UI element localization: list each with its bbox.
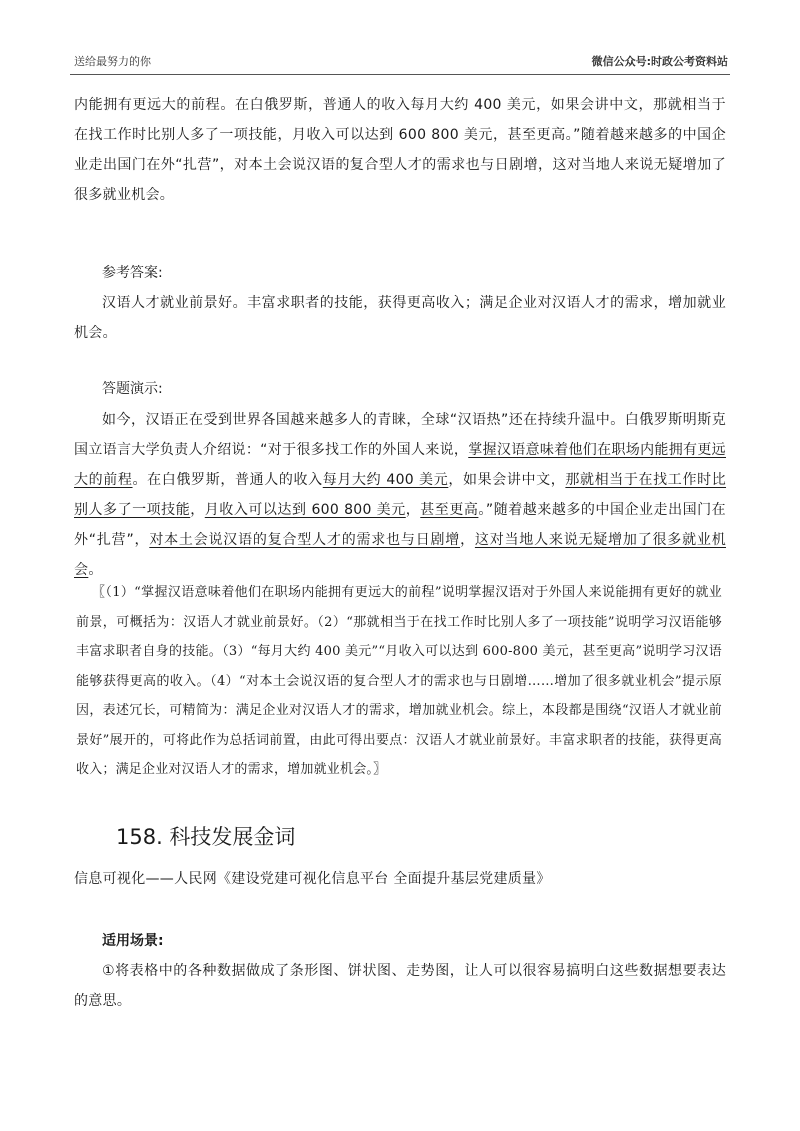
underlined-phrase: 对本土会说汉语的复合型人才的需求也与日剧增 — [149, 532, 461, 548]
demo-text: ， — [460, 532, 475, 548]
answer-text: 汉语人才就业前景好。丰富求职者的技能，获得更高收入；满足企业对汉语人才的需求，增加就业机会。 — [74, 295, 726, 341]
underlined-phrase: 掌握汉语意味着他们在职场内能拥有更远大的前程 — [74, 442, 726, 488]
analysis-paragraph: 〖（1）“掌握汉语意味着他们在职场内能拥有更远大的前程”说明掌握汉语对于外国人来说能拥有更好的就业前景，可概括为：汉语人才就业前景好。（2）“那就相当于在找工作时比别人多了一项技能”说明学习汉语能够丰富求职者自身的技能。（3）“每月大约 400 美元”“月收入可以达到 600-800 美元，甚至更高”说明学习汉语能够获得更高的收入。（4）“对本土会说汉语的复合型人才的需求也与日剧增……增加了很多就业机会”提示原因，表述冗长，可精简为：满足企业对汉语人才的需求，增加就业机会。综上，本段都是围绕“汉语人才就业前景好”展开的，可将此作为总括词前置，由此可得出要点：汉语人才就业前景好。丰富求职者的技能，获得更高收入；满足企业对汉语人才的需求，增加就业机会。〗 — [76, 585, 722, 777]
section-title: 158. 科技发展金词 — [116, 825, 296, 849]
demo-text: 。在白俄罗斯，普通人的收入 — [132, 472, 323, 488]
section-subtitle: 信息可视化——人民网《建设党建可视化信息平台 全面提升基层党建质量》 — [74, 871, 551, 887]
underlined-phrase: 甚至更高 — [420, 502, 479, 518]
demo-label: 答题演示: — [102, 381, 163, 397]
underlined-phrase: 这对当地人来说无疑增加了很多就业机会 — [74, 532, 726, 578]
demo-text: ， — [190, 502, 205, 518]
header-left-text: 送给最努力的你 — [74, 55, 151, 68]
demo-text: 。”随着越来越多的中国企业走出国门在外“扎营”， — [74, 502, 726, 548]
demo-text: ，如果会讲中文， — [448, 472, 566, 488]
demo-text: ， — [405, 502, 421, 518]
scene-text: ①将表格中的各种数据做成了条形图、饼状图、走势图，让人可以很容易搞明白这些数据想要表达的意思。 — [74, 963, 726, 1009]
underlined-phrase: 那就相当于在找工作时比别人多了一项技能 — [74, 472, 727, 518]
header-divider — [70, 74, 730, 75]
header-right-text: 微信公众号:时政公考资料站 — [591, 55, 728, 68]
demo-text: 。 — [88, 562, 103, 578]
underlined-phrase: 月收入可以达到 600 800 美元 — [204, 502, 406, 518]
demo-text: 如今，汉语正在受到世界各国越来越多人的青睐，全球“汉语热”还在持续升温中。白俄罗斯明斯克国立语言大学负责人介绍说：“对于很多找工作的外国人来说， — [74, 412, 726, 458]
underlined-phrase: 每月大约 400 美元 — [322, 472, 449, 488]
answer-label: 参考答案: — [102, 265, 163, 281]
demo-paragraph — [74, 405, 726, 585]
intro-paragraph: 内能拥有更远大的前程。在白俄罗斯，普通人的收入每月大约 400 美元，如果会讲中文，那就相当于在找工作时比别人多了一项技能，月收入可以达到 600 800 美元，甚至更高。”随着越来越多的中国企业走出国门在外“扎营”，对本土会说汉语的复合型人才的需求也与日剧增，这对当地人来说无疑增加了很多就业机会。 — [74, 97, 726, 203]
scene-label: 适用场景: — [102, 933, 164, 949]
